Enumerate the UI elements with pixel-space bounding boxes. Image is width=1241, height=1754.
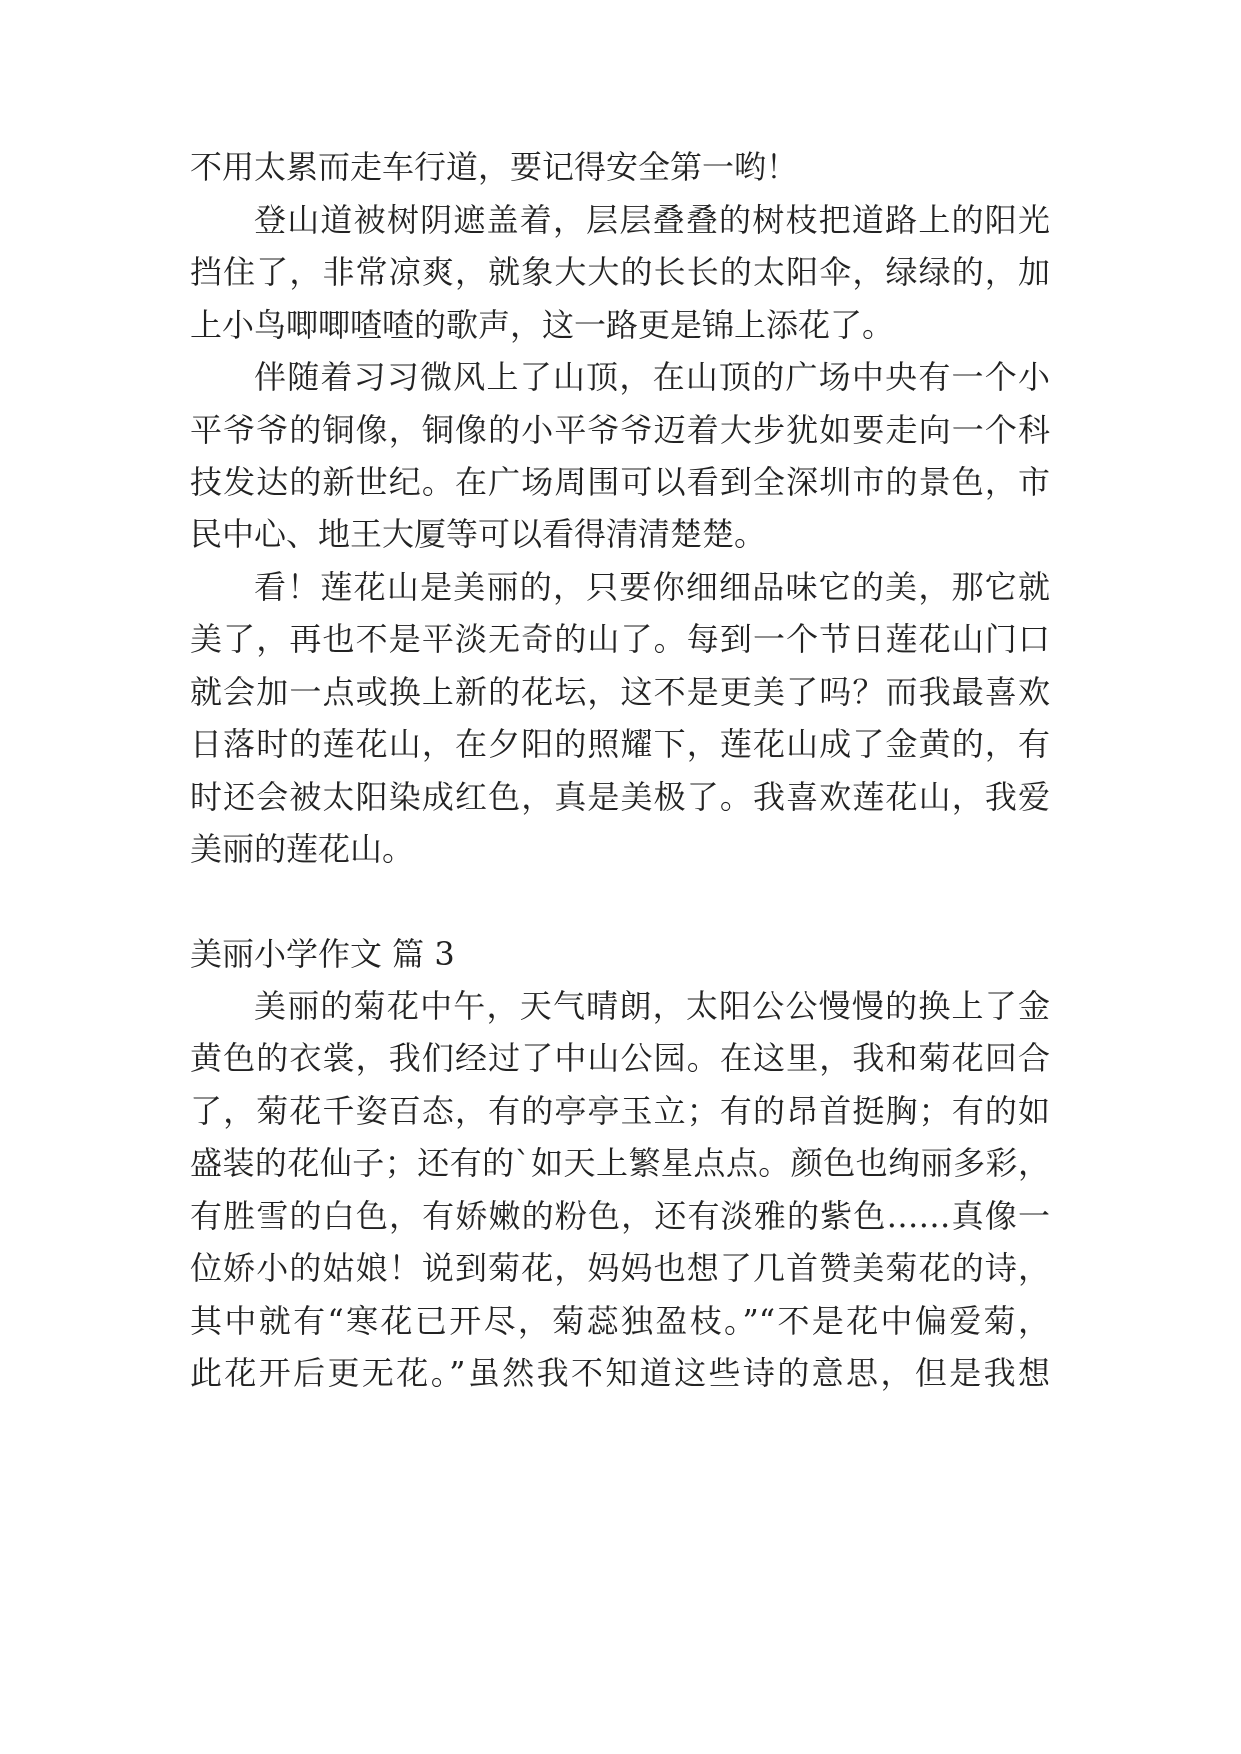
text-line: 民中心、地王大厦等可以看得清清楚楚。 (190, 515, 767, 553)
text-line: 其中就有“寒花已开尽，菊蕊独盈枝。”“不是花中偏爱菊， (190, 1302, 1050, 1340)
text-line: 技发达的新世纪。在广场周围可以看到全深圳市的景色，市 (190, 463, 1050, 501)
text-line: 不用太累而走车行道，要记得安全第一哟！ (190, 148, 799, 186)
text-line: 平爷爷的铜像，铜像的小平爷爷迈着大步犹如要走向一个科 (190, 411, 1050, 449)
text-line: 美了，再也不是平淡无奇的山了。每到一个节日莲花山门口 (190, 620, 1050, 658)
text-line: 了，菊花千姿百态，有的亭亭玉立；有的昂首挺胸；有的如 (190, 1092, 1050, 1130)
text-line: 时还会被太阳染成红色，真是美极了。我喜欢莲花山，我爱 (190, 778, 1050, 816)
paragraph-first-line: 登山道被树阴遮盖着，层层叠叠的树枝把道路上的阳光 (254, 201, 1050, 239)
paragraph-first-line: 看！莲花山是美丽的，只要你细细品味它的美，那它就 (254, 568, 1050, 606)
text-line: 有胜雪的白色，有娇嫩的粉色，还有淡雅的紫色……真像一 (190, 1197, 1050, 1235)
section-heading: 美丽小学作文 篇 3 (190, 935, 455, 973)
text-line: 日落时的莲花山，在夕阳的照耀下，莲花山成了金黄的，有 (190, 725, 1050, 763)
text-line: 此花开后更无花。”虽然我不知道这些诗的意思，但是我想 (190, 1354, 1050, 1392)
text-line: 黄色的衣裳，我们经过了中山公园。在这里，我和菊花回合 (190, 1039, 1050, 1077)
text-line: 位娇小的姑娘！说到菊花，妈妈也想了几首赞美菊花的诗， (190, 1249, 1050, 1287)
text-line: 盛装的花仙子；还有的`如天上繁星点点。颜色也绚丽多彩， (190, 1144, 1050, 1182)
paragraph-first-line: 伴随着习习微风上了山顶，在山顶的广场中央有一个小 (254, 358, 1050, 396)
paragraph-first-line: 美丽的菊花中午，天气晴朗，太阳公公慢慢的换上了金 (254, 987, 1050, 1025)
text-line: 美丽的莲花山。 (190, 830, 415, 868)
text-line: 挡住了，非常凉爽，就象大大的长长的太阳伞，绿绿的，加 (190, 253, 1050, 291)
text-line: 上小鸟唧唧喳喳的歌声，这一路更是锦上添花了。 (190, 306, 895, 344)
text-line: 就会加一点或换上新的花坛，这不是更美了吗？而我最喜欢 (190, 673, 1050, 711)
